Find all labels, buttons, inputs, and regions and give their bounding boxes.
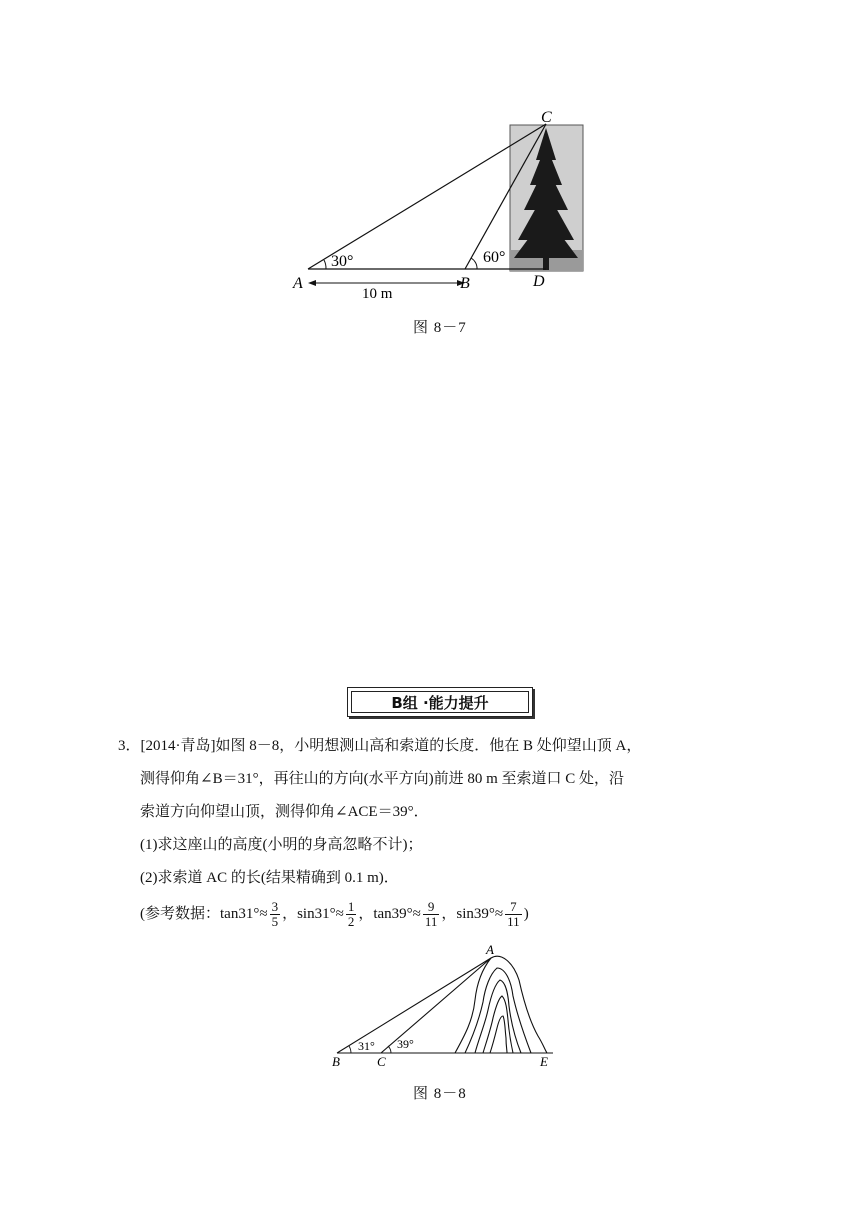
fraction-tan31: $\frac{3}{5}$ [271, 899, 279, 930]
label-E: E [540, 1054, 548, 1069]
angle-A-label: 30° [331, 253, 354, 270]
label-A: A [293, 275, 303, 292]
section-title: B组 ·能力提升 [391, 693, 489, 712]
fraction-sin31: $\frac{1}{2}$ [347, 899, 355, 930]
label-B: B [460, 275, 470, 292]
question-1: (1)求这座山的高度(小明的身高忽略不计)； [140, 837, 423, 853]
label-B: B [332, 1054, 340, 1069]
label-D: D [533, 273, 545, 290]
label-C: C [377, 1054, 386, 1069]
problem-line-1: 3．[2014·青岛]如图 8－8，小明想测山高和索道的长度．他在 B 处仰望山顶 A， [118, 738, 642, 754]
question-2: (2)求索道 AC 的长(结果精确到 0.1 m)． [140, 870, 399, 886]
label-A: A [486, 942, 494, 957]
mountain-icon [455, 956, 547, 1053]
figure-8-7 [280, 100, 600, 305]
fraction-tan39: $\frac{9}{11}$ [424, 899, 438, 930]
figure-8-7-caption: 图 8－7 [413, 320, 467, 336]
figure-8-7-drawing [280, 100, 600, 305]
section-header [347, 687, 533, 717]
reference-data: (参考数据：tan31°≈ $\frac{3}{5}$ ，sin31°≈ $\frac{1}{2}$ ，tan39°≈ $\frac{9}{11}$ ，sin39°≈ $\frac{7}{11}$ ) [140, 899, 529, 930]
fraction-sin39: $\frac{7}{11}$ [507, 899, 520, 930]
problem-3 [118, 730, 758, 933]
figure-8-8-caption: 图 8－8 [413, 1086, 467, 1102]
angle-B-label: 31° [358, 1039, 375, 1053]
distance-label: 10 m [362, 286, 393, 302]
angle-C-label: 39° [397, 1037, 414, 1051]
problem-line-2: 测得仰角∠B＝31°，再往山的方向(水平方向)前进 80 m 至索道口 C 处，沿 [140, 771, 624, 787]
figure-8-8 [325, 940, 565, 1075]
problem-line-3: 索道方向仰望山顶，测得仰角∠ACE＝39°． [140, 804, 429, 820]
label-C: C [541, 109, 552, 126]
angle-B-label: 60° [483, 249, 506, 266]
figure-8-8-drawing [325, 940, 565, 1075]
